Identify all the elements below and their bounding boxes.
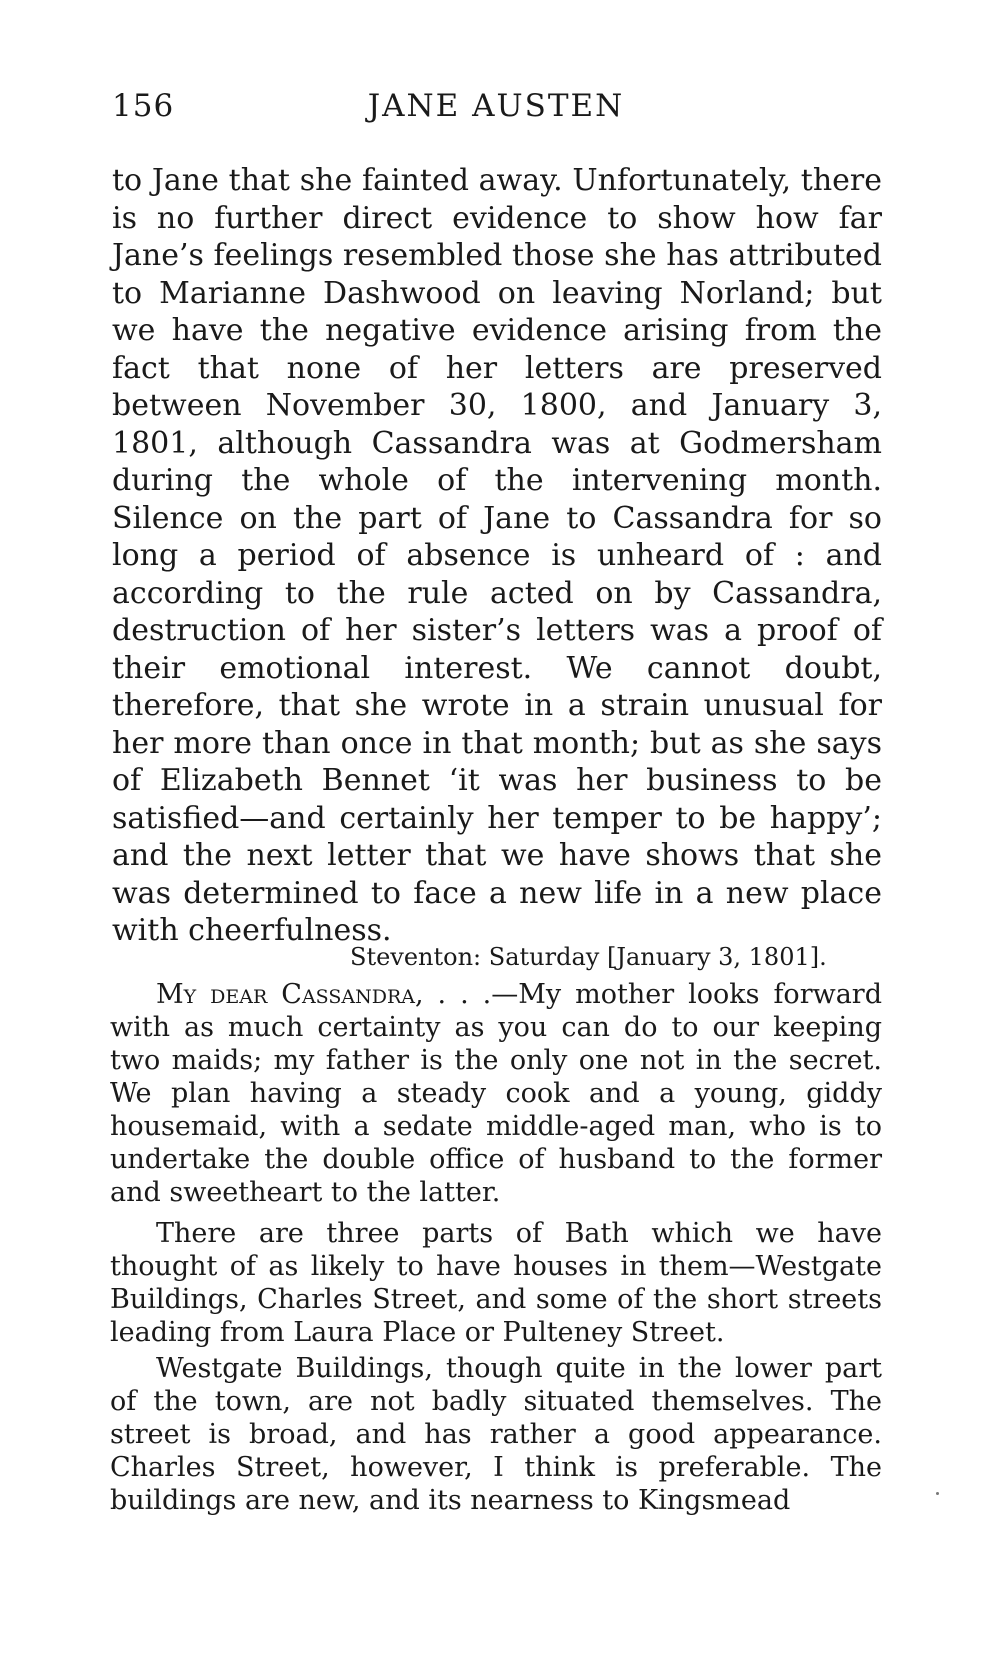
print-speck (936, 1492, 939, 1495)
letter-paragraph-3: Westgate Buildings, though quite in the lower part of the town, are not badly situated themselves. The street is broad, and has rather a good appearance. Charles Street, however, I think is preferable. The buildings are new, and its nearness to Kingsmead (110, 1353, 882, 1516)
body-paragraph: to Jane that she fainted away. Unfortunately, there is no further direct evidence to show how far Jane’s feelings resembled those she has attributed to Marianne Dashwood on leaving Norland; but we have the negative evidence arising from the fact that none of her letters are preserved between November 30, 1800, and January 3, 1801, although Cassandra was at Godmersham during the whole of the intervening month. Silence on the part of Jane to Cassandra for so long a period of absence is unheard of : and according to the rule acted on by Cassandra, destruction of her sister’s letters was a proof of their emotional interest. We cannot doubt, therefore, that she wrote in a strain unusual for her more than once in that month; but as she says of Elizabeth Bennet ‘it was her business to be satisfied—and certainly her temper to be happy’; and the next letter that we have shows that she was determined to face a new life in a new place with cheerfulness. (112, 163, 882, 948)
running-title: JANE AUSTEN (367, 88, 625, 124)
letter-salutation: My dear Cassandra, . . . (156, 979, 492, 1010)
letter-paragraph-1 (110, 978, 882, 1209)
page-header (112, 88, 880, 132)
letter-opening: —My mother looks forward with as much certainty as you can do to our keeping two maids; my father is the only one not in the secret. We plan having a steady cook and a young, giddy housemaid, with a sedate middle-aged man, who is to undertake the double office of husband to the former and sweetheart to the latter. (110, 979, 882, 1208)
page-number: 156 (112, 88, 175, 124)
letter-paragraph-2: There are three parts of Bath which we have thought of as likely to have houses in them—Westgate Buildings, Charles Street, and some of the short streets leading from Laura Place or Pulteney Street. (110, 1218, 882, 1348)
letter-heading: Steventon: Saturday [January 3, 1801]. (350, 943, 827, 971)
